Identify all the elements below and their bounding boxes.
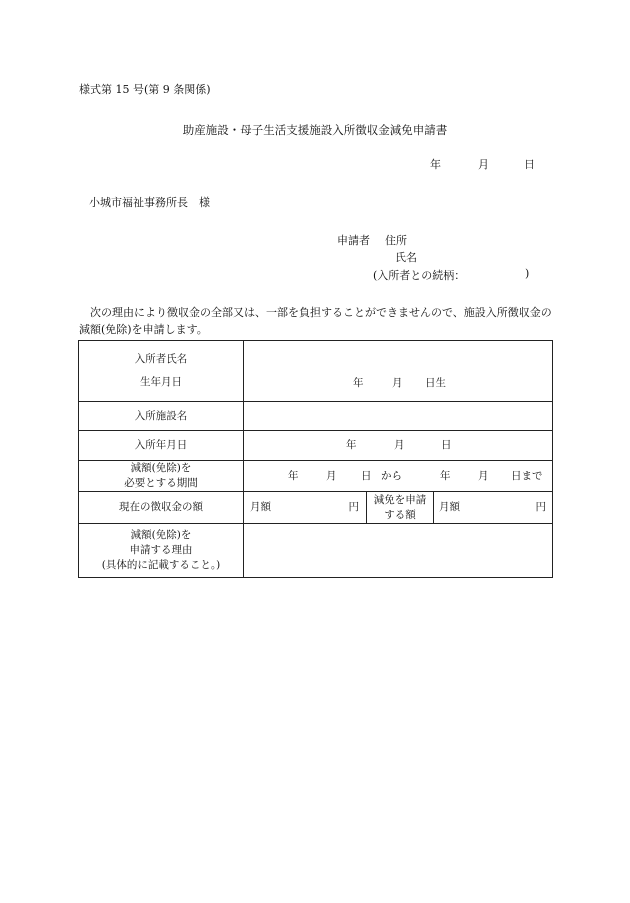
period-from-day-label: 日 — [361, 470, 372, 482]
period-from-suffix: から — [381, 470, 402, 482]
reason-value-cell[interactable] — [244, 524, 553, 578]
form-number: 様式第 15 号(第 9 条関係) — [79, 83, 211, 96]
date-year-label: 年 — [430, 158, 441, 171]
current-monthly-label: 月額 — [250, 501, 271, 513]
relation-label: (入所者との続柄： — [373, 269, 466, 282]
resident-value-cell[interactable] — [244, 341, 553, 402]
period-label-line1: 減額(免除)を — [130, 462, 192, 474]
reduction-amount-label-line1: 減免を申請 — [373, 493, 427, 506]
application-table — [78, 340, 553, 578]
admission-label-cell — [79, 431, 244, 461]
applicant-address-label: 住所 — [385, 234, 407, 247]
request-statement — [79, 304, 554, 338]
reason-row — [79, 524, 553, 578]
period-to-year-label: 年 — [440, 470, 451, 482]
period-label-line2: 必要とする期間 — [124, 477, 198, 489]
applicant-name-label: 氏名 — [395, 251, 417, 264]
resident-name-label: 入所者氏名 — [134, 353, 188, 365]
period-to-day-label: 日まで — [511, 470, 543, 482]
admission-value-cell[interactable] — [244, 431, 553, 461]
admission-day-label: 日 — [441, 439, 452, 451]
facility-label: 入所施設名 — [134, 409, 188, 422]
addressee: 小城市福祉事務所長 様 — [89, 196, 210, 209]
current-amount-value-cell[interactable] — [244, 492, 367, 524]
facility-label-cell — [79, 402, 244, 431]
relation-close-paren: ) — [525, 267, 530, 280]
birth-date-label: 生年月日 — [140, 376, 182, 388]
facility-row — [79, 402, 553, 431]
birth-day-label: 日生 — [425, 377, 446, 389]
birth-month-label: 月 — [392, 377, 403, 389]
current-yen-label: 円 — [348, 501, 359, 513]
period-from-year-label: 年 — [288, 470, 299, 482]
birth-year-label: 年 — [353, 377, 364, 389]
period-from-month-label: 月 — [326, 470, 337, 482]
reason-label-line2: 申請する理由 — [129, 544, 193, 556]
document-title: 助産施設・母子生活支援施設入所徴収金減免申請書 — [182, 123, 448, 137]
admission-month-label: 月 — [394, 439, 405, 451]
reason-label-line1: 減額(免除)を — [130, 529, 192, 541]
reduction-amount-value-cell[interactable] — [434, 492, 553, 524]
applicant-label: 申請者 — [337, 234, 370, 247]
date-day-label: 日 — [524, 158, 535, 171]
reason-label-line3: (具体的に記載すること。) — [101, 559, 221, 571]
admission-row — [79, 431, 553, 461]
resident-row — [79, 341, 553, 402]
period-value-cell[interactable] — [244, 461, 553, 492]
current-amount-label-cell — [79, 492, 244, 524]
reduction-amount-label-line2: する額 — [384, 508, 416, 521]
reduction-yen-label: 円 — [535, 501, 547, 513]
date-month-label: 月 — [478, 158, 489, 171]
period-row — [79, 461, 553, 492]
reason-label-cell — [79, 524, 244, 578]
reduction-amount-label-cell — [367, 492, 434, 524]
reduction-monthly-label: 月額 — [439, 501, 460, 513]
current-amount-label: 現在の徴収金の額 — [119, 501, 203, 513]
admission-year-label: 年 — [346, 439, 357, 451]
period-to-month-label: 月 — [478, 470, 489, 482]
facility-value-cell[interactable] — [244, 402, 553, 431]
admission-date-label: 入所年月日 — [134, 439, 188, 451]
period-label-cell — [79, 461, 244, 492]
amount-row — [79, 492, 553, 524]
request-statement-text: 次の理由により徴収金の全部又は、一部を負担することができませんので、施設入所徴収金の減額(免除)を申請します。 — [79, 306, 552, 336]
resident-label-cell — [79, 341, 244, 402]
